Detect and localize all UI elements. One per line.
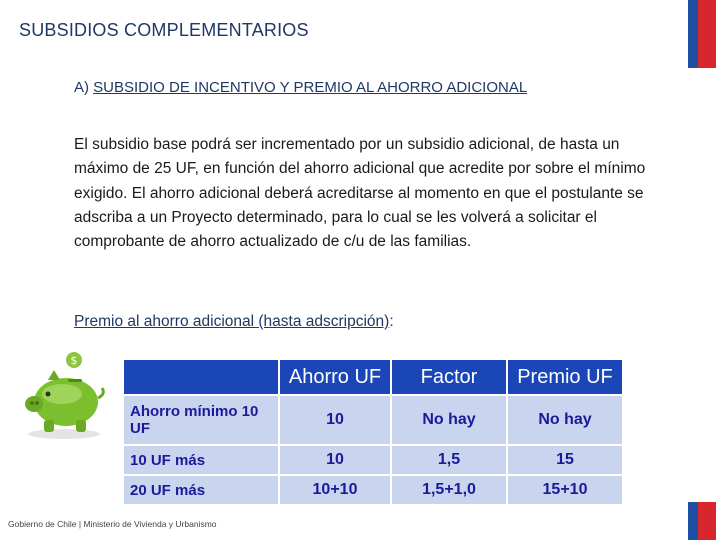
cell-factor: No hay [391,395,507,445]
body-paragraph: El subsidio base podrá ser incrementado por un subsidio adicional, de hasta un máximo de 25 UF, en función del ahorro adicional que acredite por sobre el mínimo exigido. El ahorro adicional deberá acreditarse al momento en que el postulante se adscriba a un Proyecto determinado, para lo cual se les volverá a solicitar el comprobante de ahorro actualizado de c/u de las familias. [74,136,646,251]
subtitle-prefix: A) [74,79,94,96]
chile-flag-icon [688,0,716,68]
row-label: Ahorro mínimo 10 UF [123,395,279,445]
table-row [123,445,623,475]
table-header-row [123,359,623,395]
premio-label: Premio al ahorro adicional (hasta adscripción) [74,313,390,330]
header-ahorro: Ahorro UF [279,359,391,395]
footer-text: Gobierno de Chile | Ministerio de Vivienda y Urbanismo [8,519,217,529]
row-label: 10 UF más [123,445,279,475]
svg-text:$: $ [70,354,78,367]
subtitle-text: SUBSIDIO DE INCENTIVO Y PREMIO AL AHORRO ADICIONAL [93,79,528,96]
header-premio: Premio UF [507,359,623,395]
cell-ahorro: 10 [279,445,391,475]
header-factor: Factor [391,359,507,395]
cell-ahorro: 10 [279,395,391,445]
page-title: SUBSIDIOS COMPLEMENTARIOS [19,20,309,40]
premio-heading [74,313,394,331]
header-cell-empty [123,359,279,395]
cell-premio: 15+10 [507,475,623,505]
table-row [123,395,623,445]
cell-ahorro: 10+10 [279,475,391,505]
cell-factor: 1,5+1,0 [391,475,507,505]
cell-premio: 15 [507,445,623,475]
section-subtitle [74,79,527,96]
chile-flag-bottom-icon [688,502,716,540]
row-label: 20 UF más [123,475,279,505]
cell-premio: No hay [507,395,623,445]
premio-table [122,358,624,506]
cell-factor: 1,5 [391,445,507,475]
premio-colon: : [389,313,394,330]
piggy-bank-icon [18,350,108,442]
table-row [123,475,623,505]
